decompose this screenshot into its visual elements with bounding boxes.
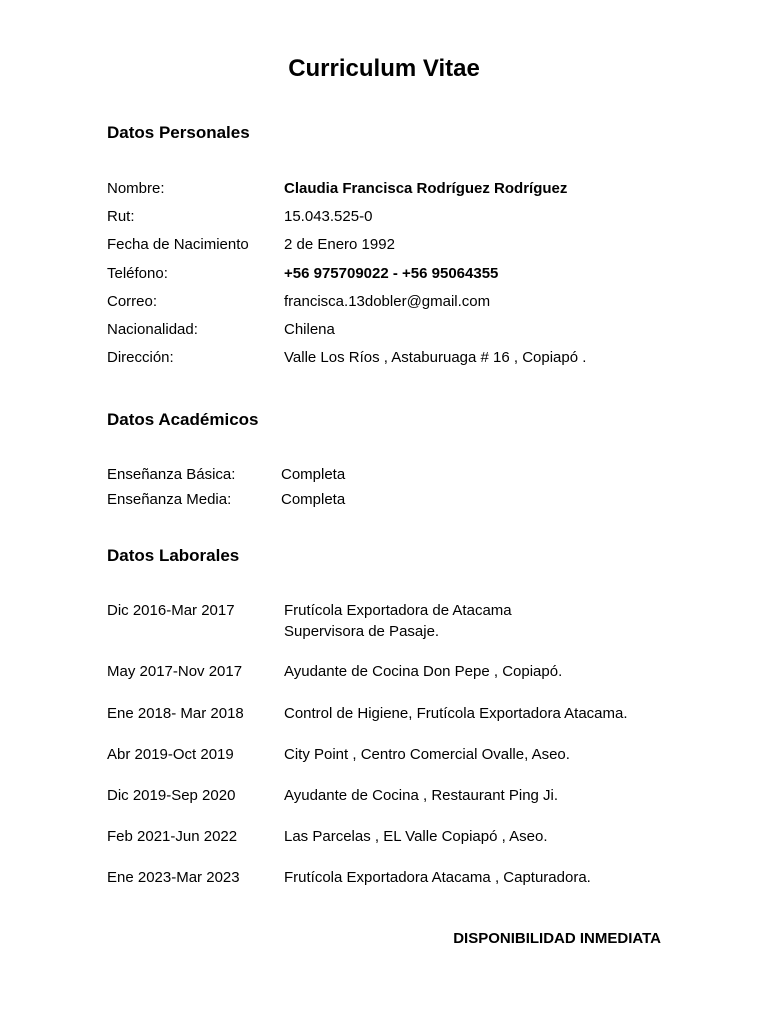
work-period: Dic 2016-Mar 2017 [107, 602, 235, 619]
personal-value-correo: francisca.13dobler@gmail.com [284, 293, 491, 310]
work-description-detail: Supervisora de Pasaje. [284, 623, 440, 640]
personal-label-rut: Rut: [107, 208, 135, 225]
personal-value-nombre: Claudia Francisca Rodríguez Rodríguez [284, 180, 568, 197]
personal-value-nacionalidad: Chilena [284, 321, 335, 338]
work-description: Frutícola Exportadora de Atacama [284, 602, 512, 619]
personal-value-telefono: +56 975709022 - +56 95064355 [284, 265, 499, 282]
personal-value-fecha: 2 de Enero 1992 [284, 236, 395, 253]
work-description: Control de Higiene, Frutícola Exportadora Atacama. [284, 705, 628, 722]
section-heading-personal: Datos Personales [107, 123, 250, 142]
section-heading-work: Datos Laborales [107, 546, 240, 565]
personal-label-fecha: Fecha de Nacimiento [107, 236, 249, 253]
academic-value-basica: Completa [281, 466, 346, 483]
work-period: May 2017-Nov 2017 [107, 663, 243, 680]
academic-value-media: Completa [281, 491, 346, 508]
personal-label-correo: Correo: [107, 293, 158, 310]
work-description: Frutícola Exportadora Atacama , Capturadora. [284, 869, 591, 886]
personal-label-telefono: Teléfono: [107, 265, 168, 282]
academic-label-basica: Enseñanza Básica: [107, 466, 236, 483]
personal-value-rut: 15.043.525-0 [284, 208, 373, 225]
work-description: City Point , Centro Comercial Ovalle, Aseo. [284, 746, 570, 763]
personal-label-nombre: Nombre: [107, 180, 165, 197]
work-period: Ene 2023-Mar 2023 [107, 869, 240, 886]
work-description: Ayudante de Cocina , Restaurant Ping Ji. [284, 787, 559, 804]
work-description: Las Parcelas , EL Valle Copiapó , Aseo. [284, 828, 548, 845]
academic-label-media: Enseñanza Media: [107, 491, 232, 508]
personal-label-nacionalidad: Nacionalidad: [107, 321, 198, 338]
section-heading-academic: Datos Académicos [107, 410, 259, 429]
work-period: Abr 2019-Oct 2019 [107, 746, 234, 763]
work-description: Ayudante de Cocina Don Pepe , Copiapó. [284, 663, 563, 680]
work-period: Feb 2021-Jun 2022 [107, 828, 238, 845]
work-period: Ene 2018- Mar 2018 [107, 705, 244, 722]
personal-value-direccion: Valle Los Ríos , Astaburuaga # 16 , Copiapó . [284, 349, 587, 366]
personal-label-direccion: Dirección: [107, 349, 174, 366]
work-period: Dic 2019-Sep 2020 [107, 787, 236, 804]
availability-note: DISPONIBILIDAD INMEDIATA [453, 930, 661, 947]
document-title: Curriculum Vitae [288, 55, 480, 82]
